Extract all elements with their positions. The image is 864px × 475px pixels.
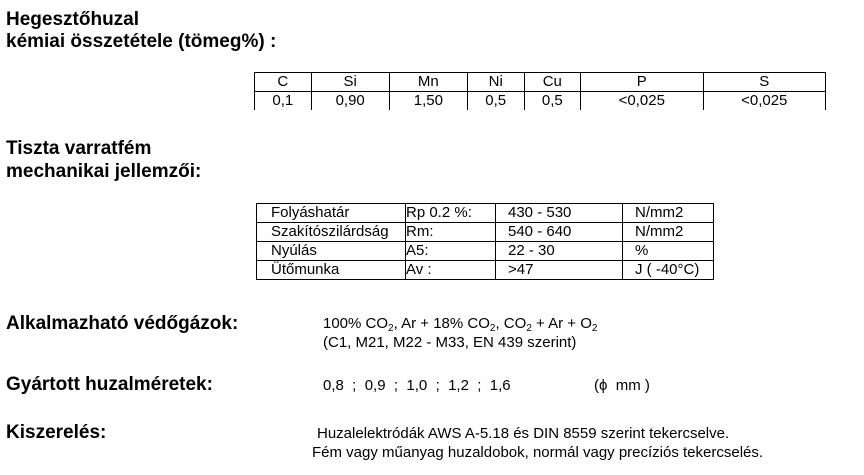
table-row bbox=[257, 261, 714, 280]
property-name: Folyáshatár bbox=[257, 204, 406, 223]
property-name: Ütőmunka bbox=[257, 261, 406, 280]
mechanical-title-line2: mechanikai jellemzői: bbox=[6, 161, 202, 182]
value-cell-s: <0,025 bbox=[703, 92, 826, 111]
sizes-unit: (ϕ mm ) bbox=[594, 377, 650, 394]
value-cell-mn: 1,50 bbox=[389, 92, 467, 111]
header-cell-s: S bbox=[703, 73, 826, 92]
gases-standards: (C1, M21, M22 - M33, EN 439 szerint) bbox=[323, 334, 577, 351]
property-unit: J ( -40°C) bbox=[623, 261, 714, 280]
gas-text: 100% CO bbox=[323, 315, 389, 332]
packaging-line2: Fém vagy műanyag huzaldobok, normál vagy precíziós tekercselés. bbox=[312, 444, 764, 461]
gases-list bbox=[323, 314, 597, 333]
header-cell-p: P bbox=[581, 73, 703, 92]
header-cell-ni: Ni bbox=[467, 73, 524, 92]
subscript: 2 bbox=[591, 323, 598, 334]
property-symbol: Av : bbox=[406, 261, 496, 280]
property-value: 430 - 530 bbox=[496, 204, 623, 223]
value-cell-si: 0,90 bbox=[311, 92, 389, 111]
property-symbol: Rm: bbox=[406, 223, 496, 242]
value-cell-cu: 0,5 bbox=[524, 92, 581, 111]
value-cell-ni: 0,5 bbox=[467, 92, 524, 111]
value-cell-p: <0,025 bbox=[581, 92, 703, 111]
sizes-values: 0,8 ; 0,9 ; 1,0 ; 1,2 ; 1,6 bbox=[323, 377, 511, 394]
packaging-label: Kiszerelés: bbox=[6, 422, 107, 443]
table-row bbox=[257, 242, 714, 261]
property-value: 540 - 640 bbox=[496, 223, 623, 242]
property-unit: % bbox=[623, 242, 714, 261]
property-name: Nyúlás bbox=[257, 242, 406, 261]
property-name: Szakítószilárdság bbox=[257, 223, 406, 242]
mechanical-title-line1: Tiszta varratfém bbox=[6, 138, 152, 159]
property-symbol: A5: bbox=[406, 242, 496, 261]
property-symbol: Rp 0.2 %: bbox=[406, 204, 496, 223]
table-row bbox=[257, 223, 714, 242]
header-cell-c: C bbox=[255, 73, 312, 92]
header-cell-cu: Cu bbox=[524, 73, 581, 92]
table-row bbox=[255, 92, 826, 111]
table-row bbox=[257, 204, 714, 223]
subscript: 2 bbox=[526, 323, 532, 334]
gas-text: , CO bbox=[495, 315, 527, 332]
property-value: 22 - 30 bbox=[496, 242, 623, 261]
gases-label: Alkalmazható védőgázok: bbox=[6, 313, 239, 334]
subscript: 2 bbox=[388, 323, 394, 334]
property-unit: N/mm2 bbox=[623, 223, 714, 242]
gas-text: + Ar + O bbox=[531, 315, 592, 332]
subscript: 2 bbox=[489, 323, 496, 334]
sizes-label: Gyártott huzalméretek: bbox=[6, 374, 213, 395]
value-cell-c: 0,1 bbox=[255, 92, 312, 111]
chemical-title-line2: kémiai összetétele (tömeg%) : bbox=[6, 31, 277, 52]
property-value: >47 bbox=[496, 261, 623, 280]
header-cell-si: Si bbox=[311, 73, 389, 92]
header-cell-mn: Mn bbox=[389, 73, 467, 92]
mechanical-properties-table bbox=[256, 203, 714, 280]
chemical-composition-table bbox=[254, 72, 826, 110]
table-header-row bbox=[255, 73, 826, 92]
property-unit: N/mm2 bbox=[623, 204, 714, 223]
packaging-line1: Huzalelektródák AWS A-5.18 és DIN 8559 szerint tekercselve. bbox=[317, 425, 730, 442]
chemical-title-line1: Hegesztőhuzal bbox=[6, 9, 140, 30]
gas-text: , Ar + 18% CO bbox=[393, 315, 490, 332]
